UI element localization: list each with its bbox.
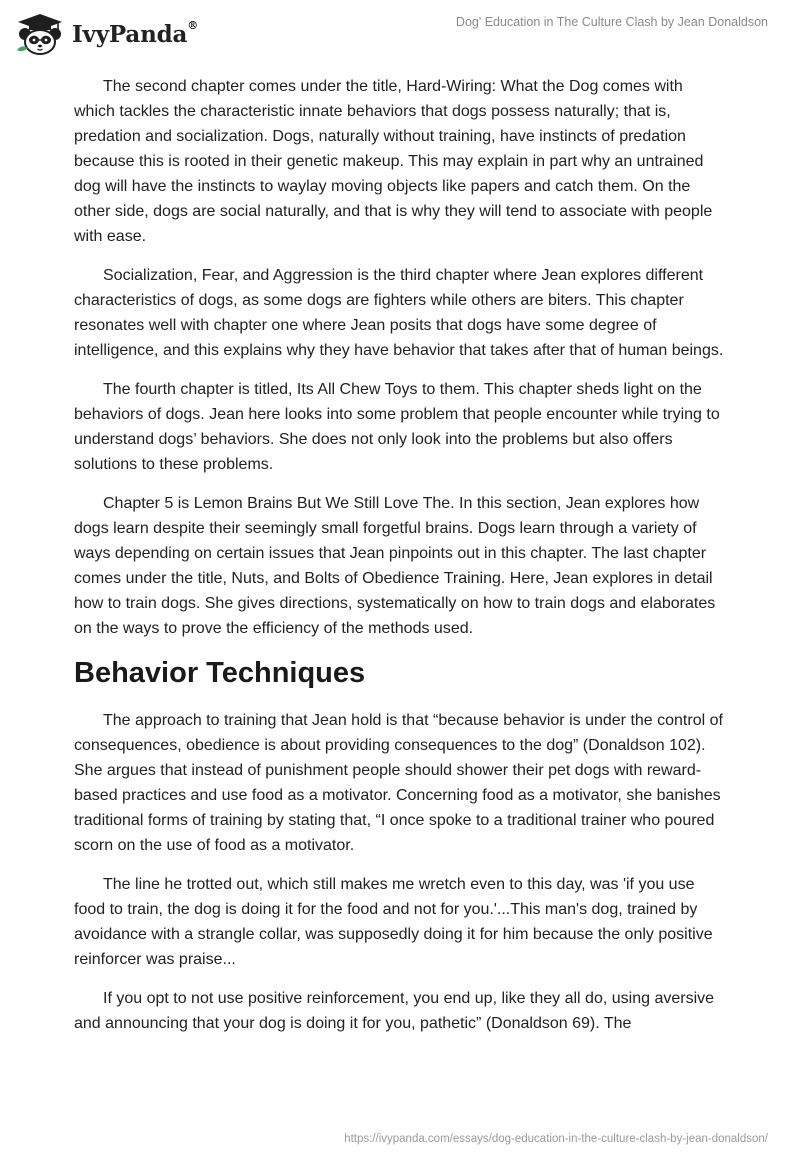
page-header: [0, 0, 800, 70]
ivypanda-logo[interactable]: [14, 12, 198, 56]
document-title: Dog' Education in The Culture Clash by Jean Donaldson: [455, 15, 768, 29]
paragraph: The line he trotted out, which still makes me wretch even to this day, was 'if you use food to train, the dog is doing it for the food and not for you.'...This man's dog, trained by avoidance with a strangle collar, was supposedly doing it for him because the only positive reinforcer was praise...: [74, 876, 713, 968]
paragraph: The approach to training that Jean hold is that “because behavior is under the control of consequences, obedience is about providing consequences to the dog” (Donaldson 102). She argues that instead of punishment people should shower their pet dogs with reward-based practices and use food as a motivator. Concerning food as a motivator, she banishes traditional forms of training by stating that, “I once spoke to a traditional trainer who poured scorn on the use of food as a motivator.: [74, 712, 723, 854]
source-url[interactable]: https://ivypanda.com/essays/dog-education-in-the-culture-clash-by-jean-donaldson/: [344, 1133, 768, 1145]
paragraph: The second chapter comes under the title, Hard-Wiring: What the Dog comes with which tackles the characteristic innate behaviors that dogs possess naturally; that is, predation and socialization. Dogs, naturally without training, have instincts of predation because this is rooted in their genetic makeup. This may explain in part why an untrained dog will have the instincts to waylay moving objects like papers and catch them. On the other side, dogs are social naturally, and that is why they will tend to associate with people with ease.: [74, 78, 713, 245]
section-heading: Behavior Techniques: [74, 657, 366, 689]
paragraph: The fourth chapter is titled, Its All Chew Toys to them. This chapter sheds light on the behaviors of dogs. Jean here looks into some problem that people encounter while trying to understand dogs’ behaviors. She does not only look into the problems but also offers solutions to these problems.: [74, 381, 720, 473]
paragraph: Socialization, Fear, and Aggression is the third chapter where Jean explores different characteristics of dogs, as some dogs are fighters while others are biters. This chapter resonates well with chapter one where Jean posits that dogs have some degree of intelligence, and this explains why they have behavior that takes after that of human beings.: [74, 267, 724, 359]
registered-mark: ®: [187, 18, 198, 32]
paragraph: Chapter 5 is Lemon Brains But We Still Love The. In this section, Jean explores how dogs learn despite their seemingly small forgetful brains. Dogs learn through a variety of ways depending on certain issues that Jean pinpoints out in this chapter. The last chapter comes under the title, Nuts, and Bolts of Obedience Training. Here, Jean explores in detail how to train dogs. She gives directions, systematically on how to train dogs and elaborates on the ways to prove the efficiency of the methods used.: [74, 495, 716, 637]
paragraph: If you opt to not use positive reinforcement, you end up, like they all do, using aversive and announcing that your dog is doing it for you, pathetic” (Donaldson 69). The: [74, 990, 715, 1032]
brand-name: [72, 18, 198, 48]
panda-graduate-icon: [14, 12, 66, 56]
brand-text: IvyPanda: [72, 20, 188, 48]
essay-body: [74, 74, 724, 1050]
